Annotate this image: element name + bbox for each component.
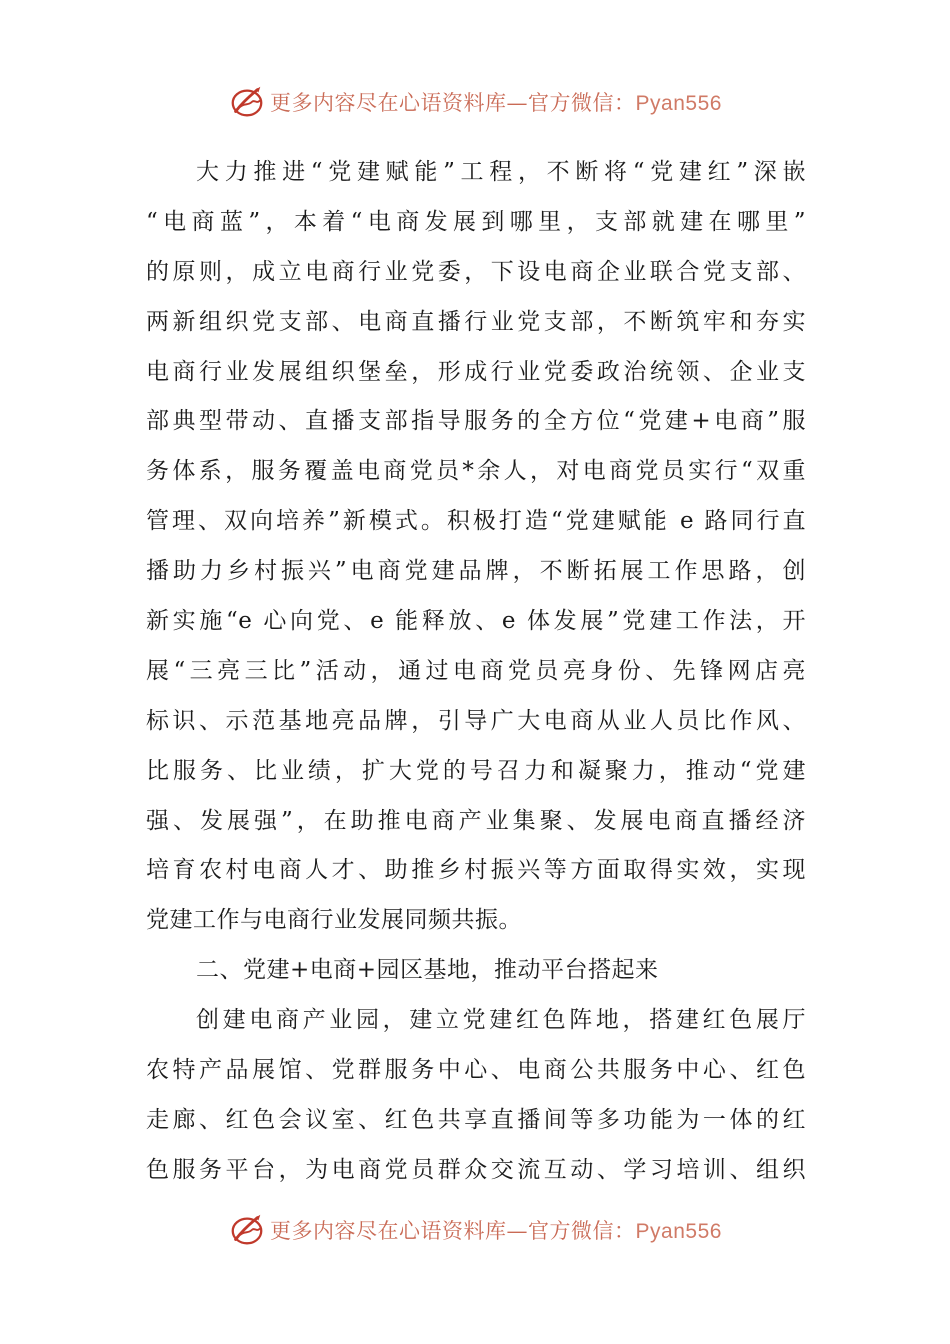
document-body [146,148,806,1196]
watermark-footer [0,1208,950,1252]
watermark-header [0,80,950,124]
body-line: 的原则，成立电商行业党委，下设电商企业联合党支部、 [146,258,806,285]
body-line: 务体系，服务覆盖电商党员*余人，对电商党员实行“双重 [146,458,806,485]
body-line: 色服务平台，为电商党员群众交流互动、学习培训、组织 [146,1156,806,1183]
body-line: 培育农村电商人才、助推乡村振兴等方面取得实效，实现 [146,857,806,884]
body-line: 标识、示范基地亮品牌，引导广大电商从业人员比作风、 [146,707,806,734]
body-line: 两新组织党支部、电商直播行业党支部，不断筑牢和夯实 [146,308,806,335]
body-line: 新实施“e 心向党、e 能释放、e 体发展”党建工作法，开 [146,608,806,635]
body-line: 部典型带动、直播支部指导服务的全方位“党建+电商”服 [146,408,806,435]
pen-signature-icon [228,1211,266,1249]
body-line: 管理、双向培养”新模式。积极打造“党建赋能 e 路同行直 [146,508,806,535]
body-line: 强、发展强”，在助推电商产业集聚、发展电商直播经济 [146,807,806,834]
body-line: 走廊、红色会议室、红色共享直播间等多功能为一体的红 [146,1106,806,1133]
pen-signature-icon [228,83,266,121]
watermark-wechat-id: Pyan556 [635,1220,722,1243]
body-line: 党建工作与电商行业发展同频共振。 [146,907,522,934]
body-line: 创建电商产业园，建立党建红色阵地，搭建红色展厅 [196,1007,806,1034]
watermark-text: 更多内容尽在心语资料库—官方微信： [270,1219,636,1243]
body-line: 大力推进“党建赋能”工程，不断将“党建红”深嵌 [196,159,806,185]
body-line: 展“三亮三比”活动，通过电商党员亮身份、先锋网店亮 [146,657,806,684]
body-line: 播助力乡村振兴”电商党建品牌，不断拓展工作思路，创 [146,558,806,585]
section-heading: 二、党建+电商+园区基地，推动平台搭起来 [196,957,659,984]
watermark-wechat-id: Pyan556 [635,92,722,115]
body-line: 电商行业发展组织堡垒，形成行业党委政治统领、企业支 [146,358,806,385]
watermark-text: 更多内容尽在心语资料库—官方微信： [270,91,636,115]
body-line: 比服务、比业绩，扩大党的号召力和凝聚力，推动“党建 [146,757,806,784]
body-line: “电商蓝”，本着“电商发展到哪里，支部就建在哪里” [146,208,806,235]
body-line: 农特产品展馆、党群服务中心、电商公共服务中心、红色 [146,1057,806,1084]
